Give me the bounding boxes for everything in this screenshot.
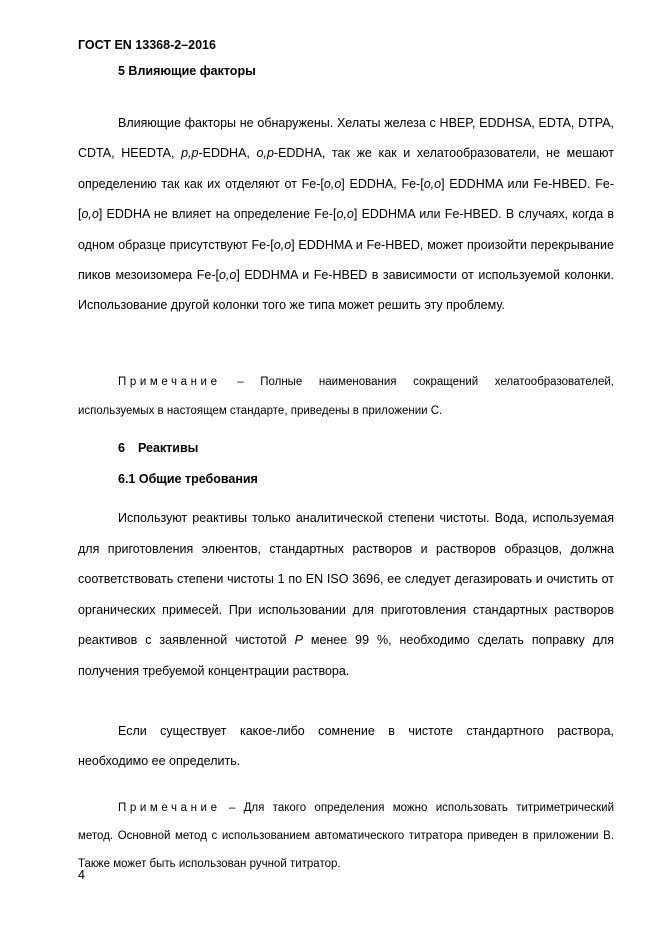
section-5-paragraph: Влияющие факторы не обнаружены. Хелаты железа с HBEP, EDDHSA, EDTA, DTPA, CDTA, HEEDTA, p,p-EDDHA, o,p-EDDHA, так же как и хелатообразователи, не мешают определению так как их отделяют от Fe-[o,o] EDDHA, Fe-[o,o] EDDHMA или Fe-HBED. Fe-[o,o] EDDHA не влияет на определение Fe-[o,o] EDDHMA или Fe-HBED. В случаях, когда в одном образце присутствуют Fe-[o,o] EDDHMA и Fe-HBED, может произойти перекрывание пиков мезоизомера Fe-[o,o] EDDHMA и Fe-HBED в зависимости от используемой колонки. Использование другой колонки того же типа может решить эту проблему. <box>78 116 615 313</box>
section-5-heading: 5 Влияющие факторы <box>118 64 256 78</box>
section-6-heading <box>118 441 198 455</box>
note-label: Примечание <box>118 802 221 814</box>
note-label: Примечание <box>118 376 221 388</box>
section-5-note <box>78 368 614 426</box>
note-text: – Для такого определения можно использовать титриметрический метод. Основной метод с использованием автоматического титратора приведен в приложении В. Также может быть использован ручной титратор. <box>78 802 614 870</box>
subsection-6-1-note <box>78 794 614 878</box>
section-6-title: Реактивы <box>138 441 199 455</box>
page-number: 4 <box>78 868 85 882</box>
section-6-number: 6 <box>118 441 125 455</box>
subsection-6-1-paragraph-2: Если существует какое-либо сомнение в чистоте стандартного раствора, необходимо ее определить. <box>78 724 614 768</box>
standard-header: ГОСТ EN 13368-2–2016 <box>78 38 216 52</box>
subsection-6-1-heading: 6.1 Общие требования <box>118 472 258 486</box>
note-text: – Полные наименования сокращений хелатообразователей, используемых в настоящем стандарте, приведены в приложении С. <box>78 376 614 417</box>
subsection-6-1-paragraph-1: Используют реактивы только аналитической степени чистоты. Вода, используемая для приготовления элюентов, стандартных растворов и растворов образцов, должна соответствовать степени чистоты 1 по EN ISO 3696, ее следует дегазировать и очистить от органических примесей. При использовании для приготовления стандартных растворов реактивов с заявленной чистотой P менее 99 %, необходимо сделать поправку для получения требуемой концентрации раствора. <box>78 511 614 678</box>
